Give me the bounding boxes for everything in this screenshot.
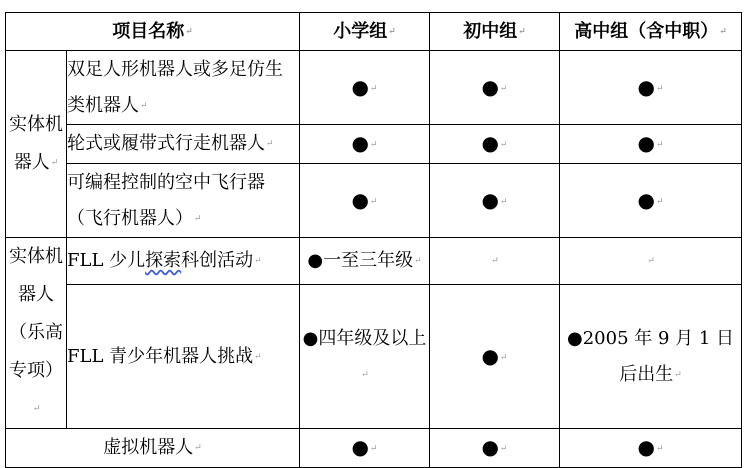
senior-cell: ●↵: [560, 51, 742, 125]
project-name-cell: 双足人形机器人或多足仿生类机器人↵: [67, 51, 300, 125]
senior-cell: ●↵: [560, 125, 742, 164]
primary-cell: ●↵: [300, 51, 430, 125]
project-name-cell: FLL 少儿探索科创活动↵: [67, 238, 300, 285]
category-physical-robot: 实体机器人↵: [6, 51, 67, 238]
header-primary: 小学组↵: [300, 13, 430, 51]
primary-cell: ●↵: [300, 125, 430, 164]
project-name-cell: 可编程控制的空中飞行器（飞行机器人）↵: [67, 164, 300, 238]
primary-cell: ●↵: [300, 164, 430, 238]
senior-cell: ●↵: [560, 429, 742, 468]
header-row: [6, 13, 742, 51]
header-junior: 初中组↵: [430, 13, 560, 51]
senior-cell: ●2005 年 9 月 1 日后出生↵: [560, 285, 742, 429]
category-lego-robot: 实体机器人（乐高专项）↵: [6, 238, 67, 429]
virtual-robot-cell: 虚拟机器人↵: [6, 429, 300, 468]
project-name-cell: 轮式或履带式行走机器人↵: [67, 125, 300, 164]
competition-table: [5, 12, 742, 468]
table-row: [6, 125, 742, 164]
primary-cell: ●一至三年级↵: [300, 238, 430, 285]
table-row: [6, 238, 742, 285]
primary-cell: ●↵: [300, 429, 430, 468]
primary-cell: ●四年级及以上↵: [300, 285, 430, 429]
senior-cell: ●↵: [560, 164, 742, 238]
senior-cell: ↵: [560, 238, 742, 285]
spellcheck-underline: 探索: [145, 250, 182, 272]
table-row: [6, 51, 742, 125]
junior-cell: ↵: [430, 238, 560, 285]
junior-cell: ●↵: [430, 125, 560, 164]
project-name-cell: FLL 青少年机器人挑战↵: [67, 285, 300, 429]
header-senior: 高中组（含中职）↵: [560, 13, 742, 51]
header-project-name: 项目名称↵: [6, 13, 300, 51]
junior-cell: ●↵: [430, 429, 560, 468]
junior-cell: ●↵: [430, 164, 560, 238]
junior-cell: ●↵: [430, 285, 560, 429]
junior-cell: ●↵: [430, 51, 560, 125]
table-row: [6, 429, 742, 468]
table-row: [6, 285, 742, 429]
table-row: [6, 164, 742, 238]
